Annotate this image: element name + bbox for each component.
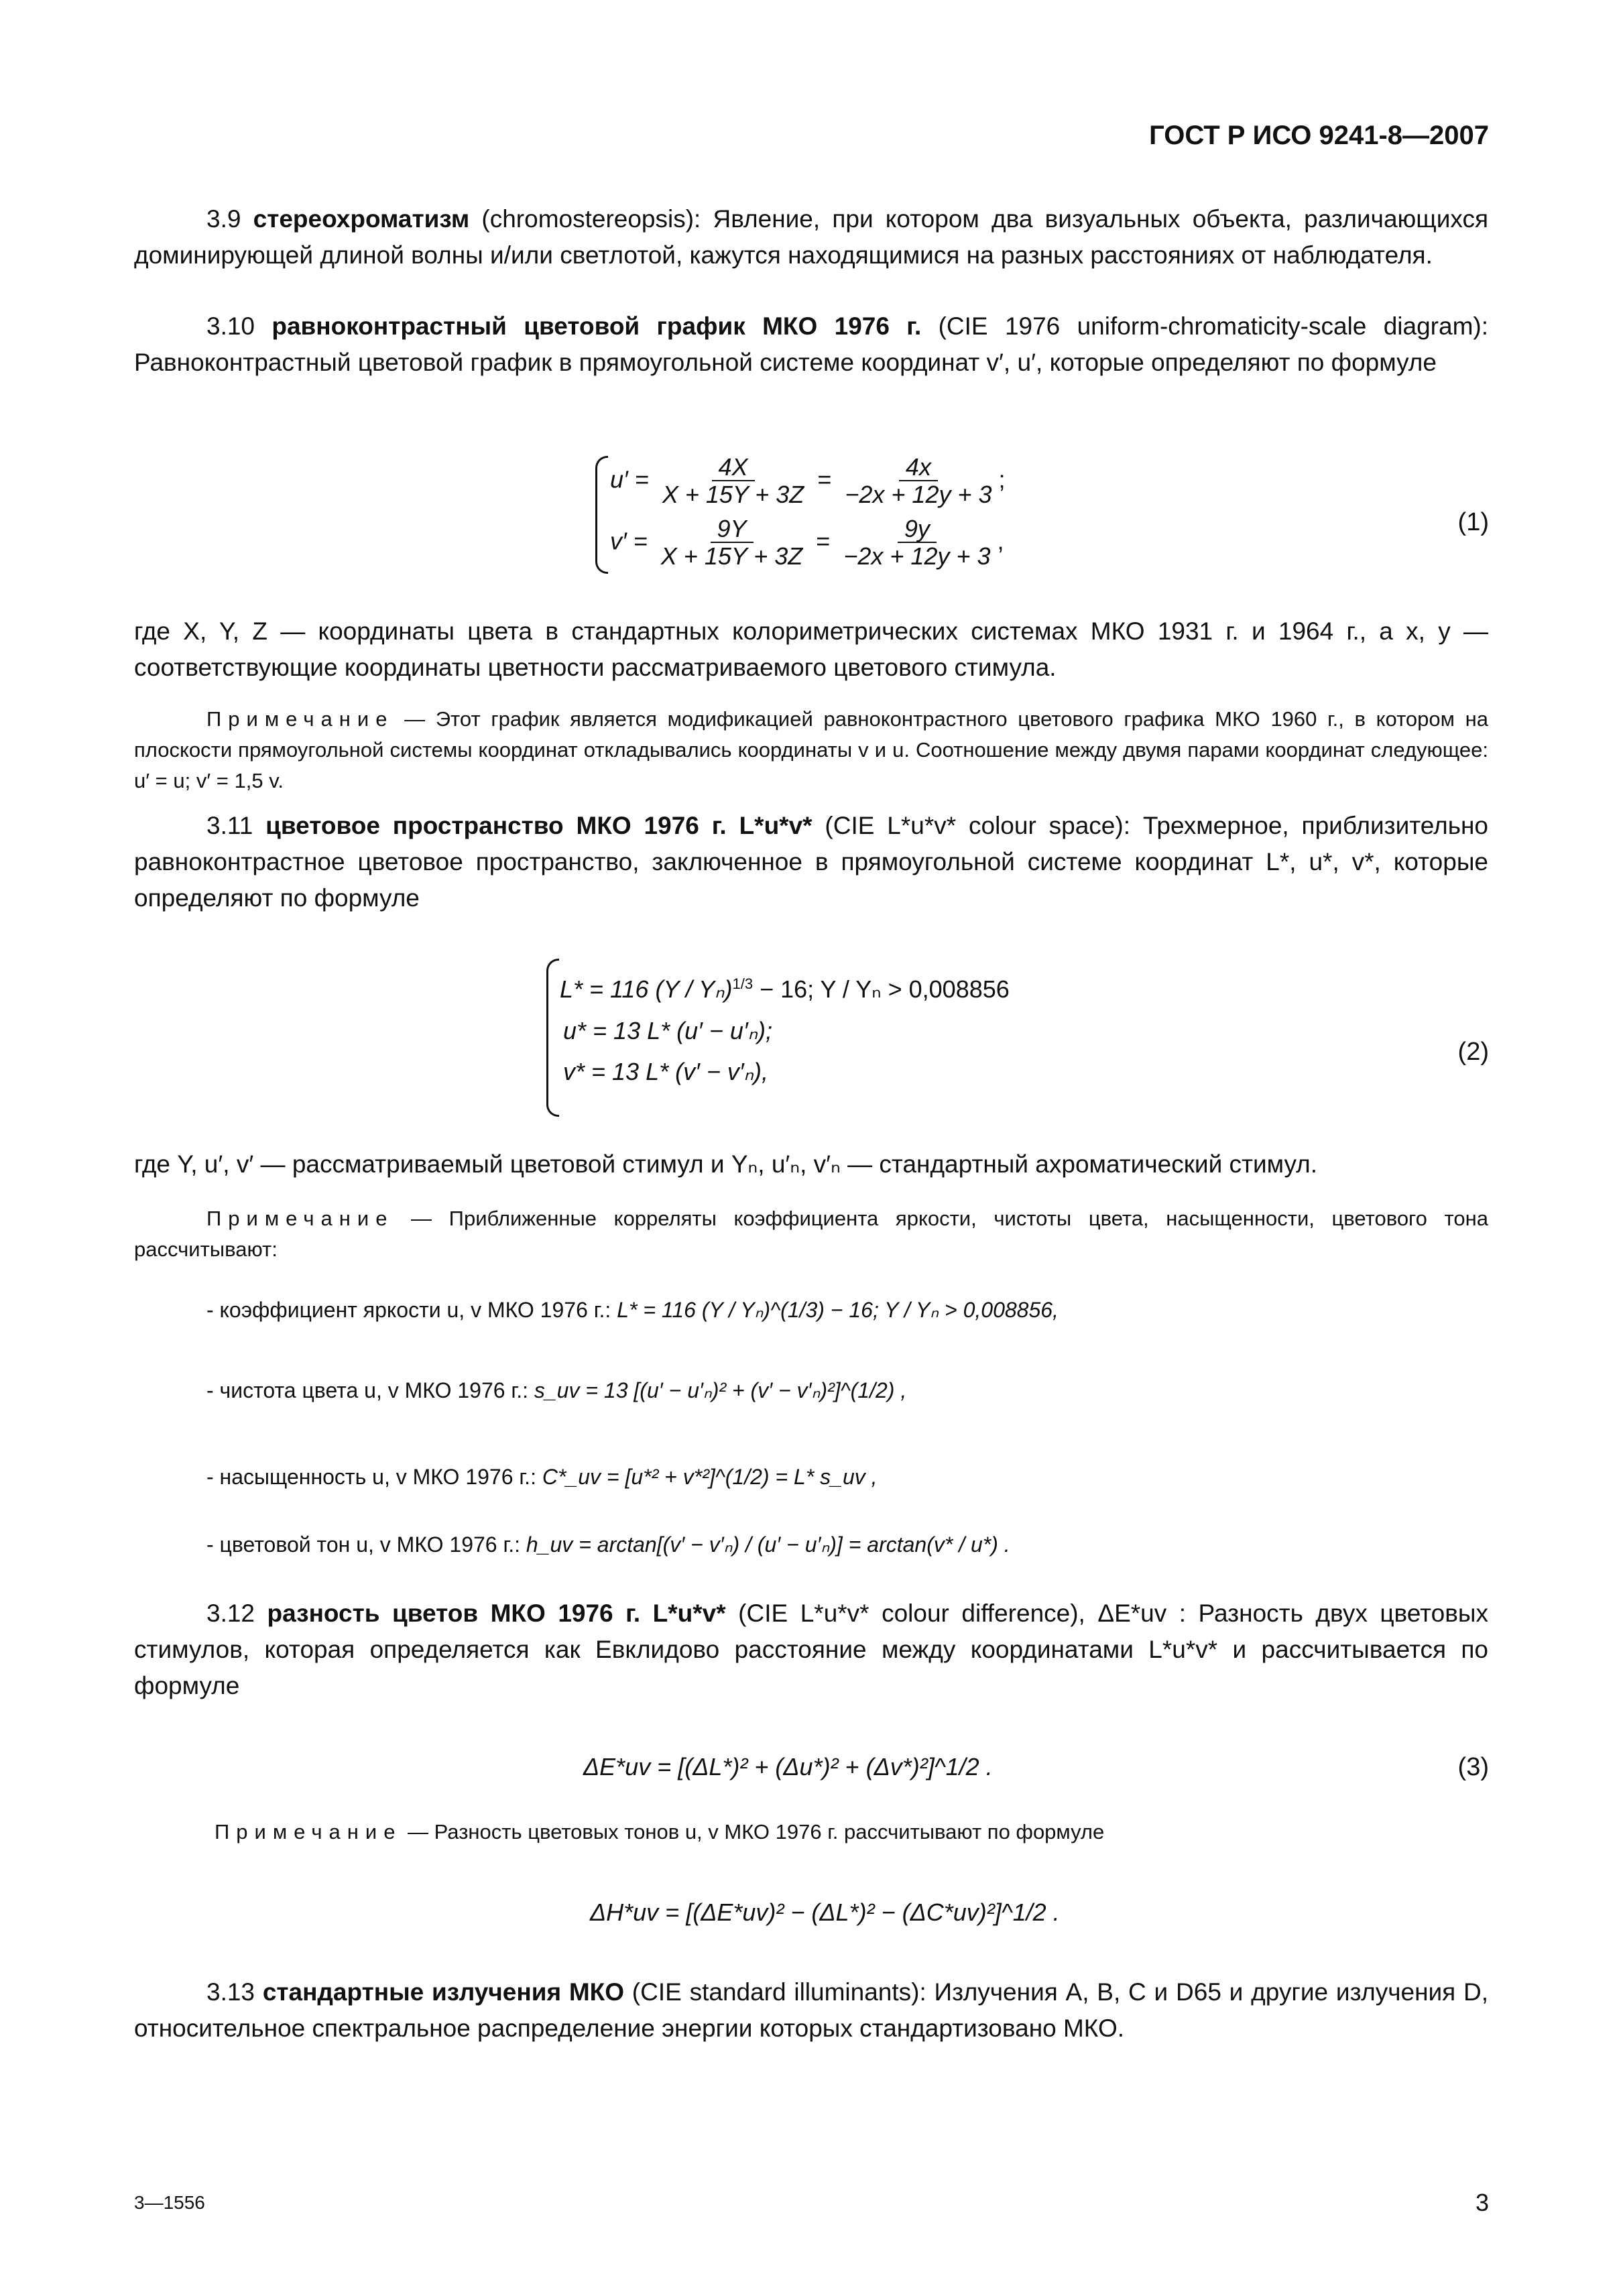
section-3-13 [134, 1974, 1488, 2047]
note-3 [134, 1817, 1488, 1848]
section-number: 3.10 [206, 312, 255, 340]
bullet-saturation-purity: - чистота цвета u, v МКО 1976 г.: s_uv = 13 [(u′ − u′ₙ)² + (v′ − v′ₙ)²]^(1/2) , [206, 1378, 907, 1402]
bullet-saturation: - насыщенность u, v МКО 1976 г.: C*_uv = [u*² + v*²]^(1/2) = L* s_uv , [206, 1465, 878, 1489]
where-clause-1: где X, Y, Z — координаты цвета в стандартных колориметрических системах МКО 1931 г. и 1964 г., а x, y — соответствующие координаты цветности рассматриваемого цветового стимула. [134, 617, 1488, 681]
document-header: ГОСТ Р ИСО 9241-8—2007 [1149, 121, 1489, 150]
section-number: 3.12 [206, 1599, 255, 1627]
term: стандартные излучения МКО [262, 1978, 625, 2006]
equation-number: (2) [1457, 1038, 1489, 1066]
definition: (chromostereopsis): Явление, при котором два визуальных объекта, различающихся доминирующей длиной волны и/или светлотой, кажутся находящимися на разных расстояниях от наблюдателя. [134, 205, 1489, 269]
bullet-hue: - цветовой тон u, v МКО 1976 г.: h_uv = arctan[(v′ − v′ₙ) / (u′ − u′ₙ)] = arctan(v* / u*) . [206, 1532, 1010, 1557]
definition: (CIE 1976 uniform-chromaticity-scale diagram): Равноконтрастный цветовой график в прямоугольной системе координат v′, u′, которые определяют по формуле [134, 312, 1488, 376]
note-text: — Разность цветовых тонов u, v МКО 1976 г. рассчитывают по формуле [402, 1820, 1105, 1844]
equation-3: ΔE*uv = [(ΔL*)² + (Δu*)² + (Δv*)²]^1/2 . [583, 1753, 993, 1780]
equation-2-line-1: L* = 116 (Y / Yₙ)$^{1/3}$ − 16; Y / Yₙ > 0,008856 [560, 975, 1010, 1003]
equation-2-line-2: u* = 13 L* (u′ − u′ₙ); [563, 1017, 773, 1044]
bullet-luminance: - коэффициент яркости u, v МКО 1976 г.: L* = 116 (Y / Yₙ)^(1/3) − 16; Y / Yₙ > 0,008856, [206, 1298, 1059, 1322]
definition: (CIE standard illuminants): Излучения A, B, C и D65 и другие излучения D, относительное спектральное распределение энергии которых стандартизовано МКО. [134, 1978, 1488, 2042]
equation-number: (1) [1457, 508, 1489, 536]
section-3-10 [134, 308, 1488, 381]
note-2 [134, 1203, 1488, 1265]
equation-brace [546, 959, 559, 1117]
equation-1-v: v′ = $\frac{9Y}{X + 15Y + 3Z}$ = $\frac{9y}{-2x + 12y + 3}$ , [610, 515, 1004, 570]
page-number: 3 [1475, 2189, 1489, 2216]
note-text: — Этот график является модификацией равноконтрастного цветового графика МКО 1960 г., в котором на плоскости прямоугольной системы координат откладывались координаты v и u. Соотношение между двумя парами координат следующее: u′ = u; v′ = 1,5 v. [134, 707, 1488, 792]
definition: (CIE L*u*v* colour difference), ΔE*uv : Разность двух цветовых стимулов, которая определяется как Евклидово расстояние между координатами L*u*v* и рассчитывается по формуле [134, 1599, 1488, 1699]
equation-number: (3) [1457, 1753, 1489, 1781]
where-clause-2: где Y, u′, v′ — рассматриваемый цветовой стимул и Yₙ, u′ₙ, v′ₙ — стандартный ахроматический стимул. [134, 1150, 1318, 1178]
section-3-11 [134, 808, 1488, 916]
note-label: Примечание [206, 1207, 394, 1230]
section-3-9 [134, 201, 1488, 274]
note-label: Примечание [206, 707, 394, 731]
section-3-12 [134, 1595, 1488, 1704]
term: разность цветов МКО 1976 г. L*u*v* [267, 1599, 726, 1627]
note-1 [134, 704, 1488, 796]
equation-1-u: u′ = $\frac{4X}{X + 15Y + 3Z}$ = $\frac{4x}{-2x + 12y + 3}$ ; [610, 453, 1006, 508]
section-number: 3.9 [206, 205, 241, 233]
equation-2-line-3: v* = 13 L* (v′ − v′ₙ), [563, 1058, 768, 1085]
term: цветовое пространство МКО 1976 г. L*u*v* [265, 812, 813, 839]
equation-4: ΔH*uv = [(ΔE*uv)² − (ΔL*)² − (ΔC*uv)²]^1/2 . [590, 1898, 1060, 1926]
section-number: 3.11 [206, 812, 253, 839]
note-text: — Приближенные корреляты коэффициента яркости, чистоты цвета, насыщенности, цветового тона рассчитывают: [134, 1207, 1488, 1261]
definition: (CIE L*u*v* colour space): Трехмерное, приблизительно равноконтрастное цветовое пространство, заключенное в прямоугольной системе координат L*, u*, v*, которые определяют по формуле [134, 812, 1489, 912]
note-label: Примечание [215, 1820, 402, 1844]
section-number: 3.13 [206, 1978, 255, 2006]
term: стереохроматизм [253, 205, 470, 233]
footer-code: 3—1556 [134, 2192, 205, 2213]
equation-brace [595, 456, 608, 574]
term: равноконтрастный цветовой график МКО 1976 г. [272, 312, 922, 340]
